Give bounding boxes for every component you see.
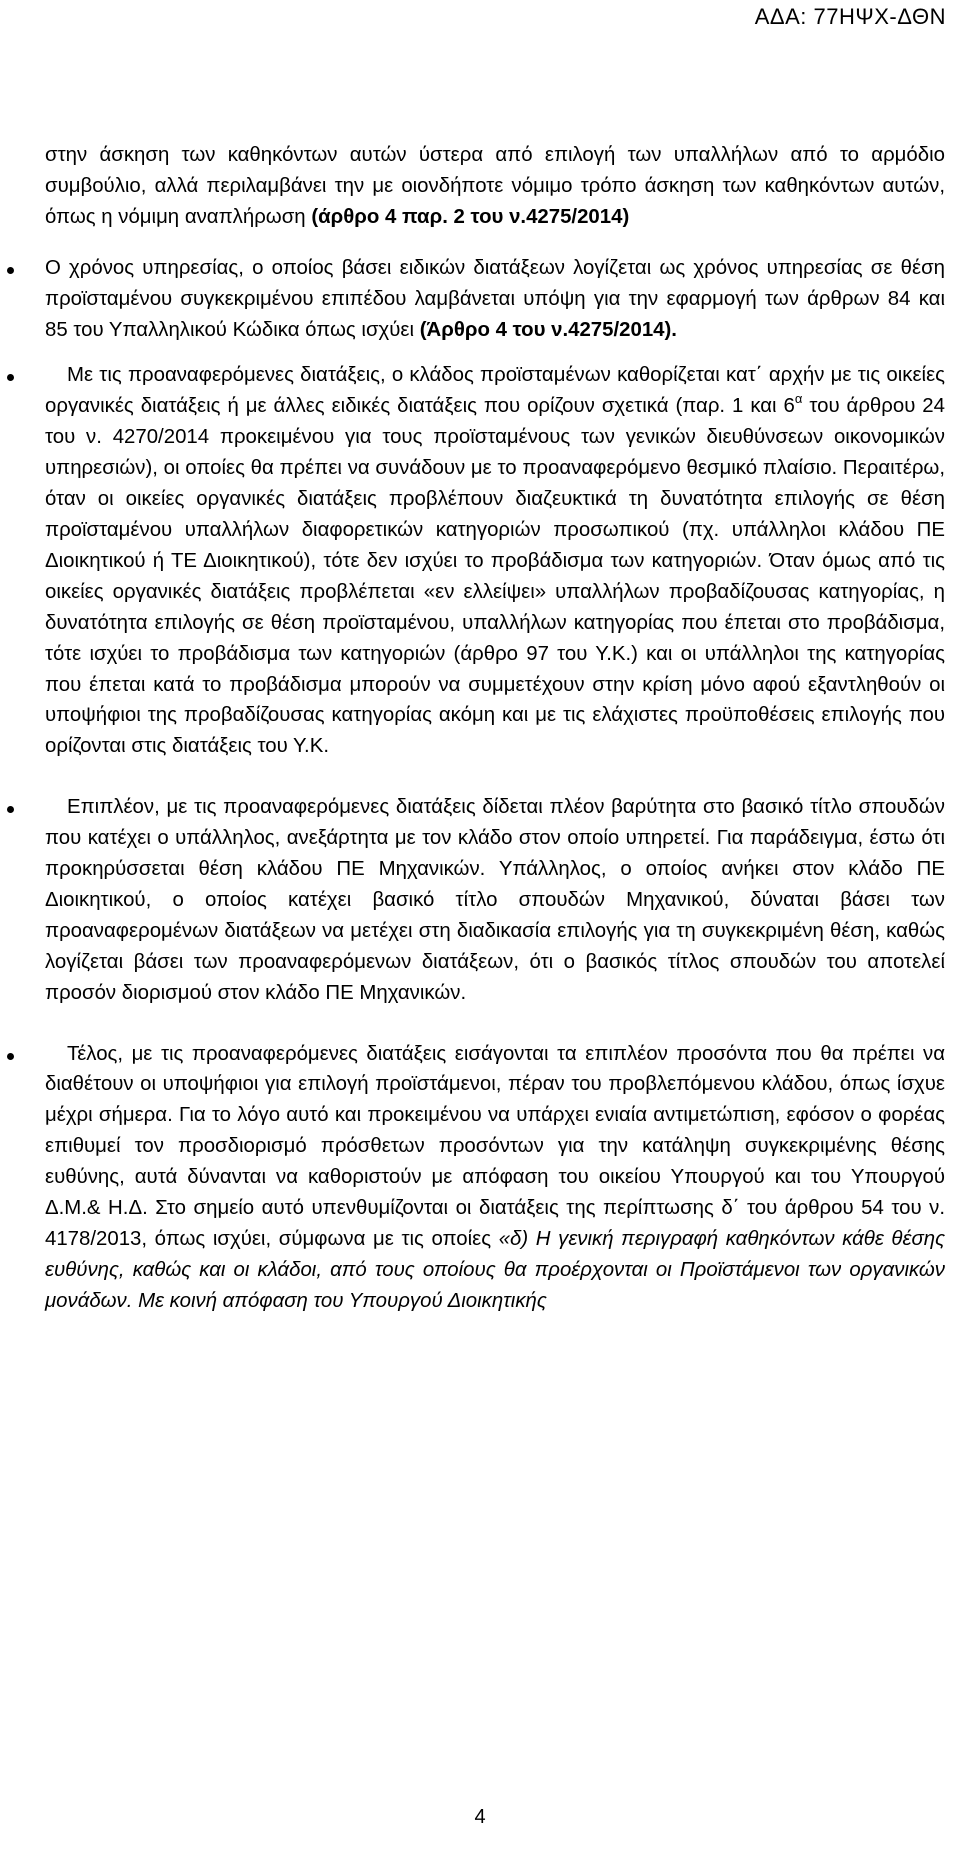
bullet-quote: «δ) Η γενική περιγραφή καθηκόντων κάθε θέσης ευθύνης, καθώς και οι κλάδοι, από τους οποίους θα προέρχονται οι Προϊστάμενοι των οργανικών μονάδων. Με κοινή απόφαση του Υπουργού Διοικητικής	[45, 1228, 945, 1312]
bullet-text: Τέλος, με τις προαναφερόμενες διατάξεις εισάγονται τα επιπλέον προσόντα που θα πρέπει να διαθέτουν οι υποψήφιοι για επιλογή προϊστάμενοι, πέραν του προβλεπόμενου κλάδου, όπως ίσχυε μέχρι σήμερα. Για το λόγο αυτό και προκειμένου να υπάρχει ενιαία αντιμετώπιση, εφόσον ο φορέας επιθυμεί τον προσδιορισμό πρόσθετων προσόντων για την κατάληψη συγκεκριμένης θέσης ευθύνης, αυτά δύνανται να καθοριστούν με απόφαση του οικείου Υπουργού και του Υπουργού Δ.Μ.& Η.Δ. Στο σημείο αυτό υπενθυμίζονται οι διατάξεις της περίπτωσης δ΄ του άρθρου 54 του ν. 4178/2013, όπως ισχύει, σύμφωνα με τις οποίες	[45, 1042, 945, 1250]
bullet-item-service-time	[45, 253, 945, 346]
superscript: α	[794, 390, 803, 406]
intro-text: στην άσκηση των καθηκόντων αυτών ύστερα από επιλογή των υπαλλήλων από το αρμόδιο συμβούλιο, αλλά περιλαμβάνει την με οιονδήποτε νόμιμο τρόπο άσκηση των καθηκόντων αυτών, όπως η νόμιμη αναπλήρωση	[45, 144, 945, 228]
document-body	[45, 140, 945, 1317]
bullet-item-extra-qualifications	[45, 1039, 945, 1317]
bullet-item-degree-weight	[45, 792, 945, 1008]
bullet-reference: (Άρθρο 4 του ν.4275/2014).	[419, 318, 677, 341]
intro-paragraph	[45, 140, 945, 233]
page-number: 4	[474, 1806, 486, 1828]
bullet-text: Ο χρόνος υπηρεσίας, ο οποίος βάσει ειδικών διατάξεων λογίζεται ως χρόνος υπηρεσίας σε θέση προϊσταμένου συγκεκριμένου επιπέδου λαμβάνεται υπόψη για την εφαρμογή των άρθρων 84 και 85 του Υπαλληλικού Κώδικα όπως ισχύει	[45, 256, 945, 341]
bullet-icon	[7, 267, 14, 274]
bullet-icon	[7, 806, 14, 813]
bullet-icon	[7, 374, 14, 381]
bullet-text: Με τις προαναφερόμενες διατάξεις, ο κλάδος προϊσταμένων καθορίζεται κατ΄ αρχήν με τις οικείες οργανικές διατάξεις ή με άλλες ειδικές διατάξεις που ορίζουν σχετικά (παρ. 1 και 6	[45, 364, 945, 418]
bullet-text: Επιπλέον, με τις προαναφερόμενες διατάξεις δίδεται πλέον βαρύτητα στο βασικό τίτλο σπουδών που κατέχει ο υπάλληλος, ανεξάρτητα με τον κλάδο στον οποίο υπηρετεί. Για παράδειγμα, έστω ότι προκηρύσσεται θέση κλάδου ΠΕ Μηχανικών. Υπάλληλος, ο οποίος ανήκει στον κλάδο ΠΕ Διοικητικού, ο οποίος κατέχει βασικό τίτλο σπουδών Μηχανικού, δύναται βάσει των προαναφερομένων διατάξεων να μετέχει στη διαδικασία επιλογής για τη συγκεκριμένη θέση, καθώς λογίζεται βάσει των προαναφερόμενων διατάξεων, ότι ο βασικός τίτλος σπουδών του αποτελεί προσόν διορισμού στον κλάδο ΠΕ Μηχανικών.	[45, 796, 945, 1004]
bullet-text-continued: του άρθρου 24 του ν. 4270/2014 προκειμένου για τους προϊσταμένους των γενικών διευθύνσεων οικονομικών υπηρεσιών), οι οποίες θα πρέπει να συνάδουν με το προαναφερόμενο θεσμικό πλαίσιο. Περαιτέρω, όταν οι οικείες οργανικές διατάξεις προβλέπουν διαζευκτικά τη δυνατότητα επιλογής σε θέση προϊσταμένου υπαλλήλων διαφορετικών κατηγοριών προσωπικού (πχ. υπάλληλοι κλάδου ΠΕ Διοικητικού ή ΤΕ Διοικητικού), τότε δεν ισχύει το προβάδισμα των κατηγοριών. Όταν όμως από τις οικείες οργανικές διατάξεις προβλέπεται «εν ελλείψει» υπαλλήλων προβαδίζουσας κατηγορίας, η δυνατότητα επιλογής σε θέση προϊσταμένου, υπαλλήλων κατηγορίας που έπεται στο προβάδισμα, τότε ισχύει το προβάδισμα των κατηγοριών (άρθρο 97 του Υ.Κ.) και οι υπάλληλοι της κατηγορίας που έπεται κατά το προβάδισμα μπορούν να συμμετέχουν στην κρίση μόνο αφού εξαντληθούν οι υποψήφιοι της προβαδίζουσας κατηγορίας ακόμη και με τις ελάχιστες προϋποθέσεις επιλογής που ορίζονται στις διατάξεις του Υ.Κ.	[45, 395, 945, 758]
bullet-item-branch-definition	[45, 360, 945, 762]
intro-reference: (άρθρο 4 παρ. 2 του ν.4275/2014)	[311, 205, 630, 228]
bullet-icon	[7, 1053, 14, 1060]
ada-code: ΑΔΑ: 77ΗΨΧ-ΔΘΝ	[754, 4, 946, 29]
